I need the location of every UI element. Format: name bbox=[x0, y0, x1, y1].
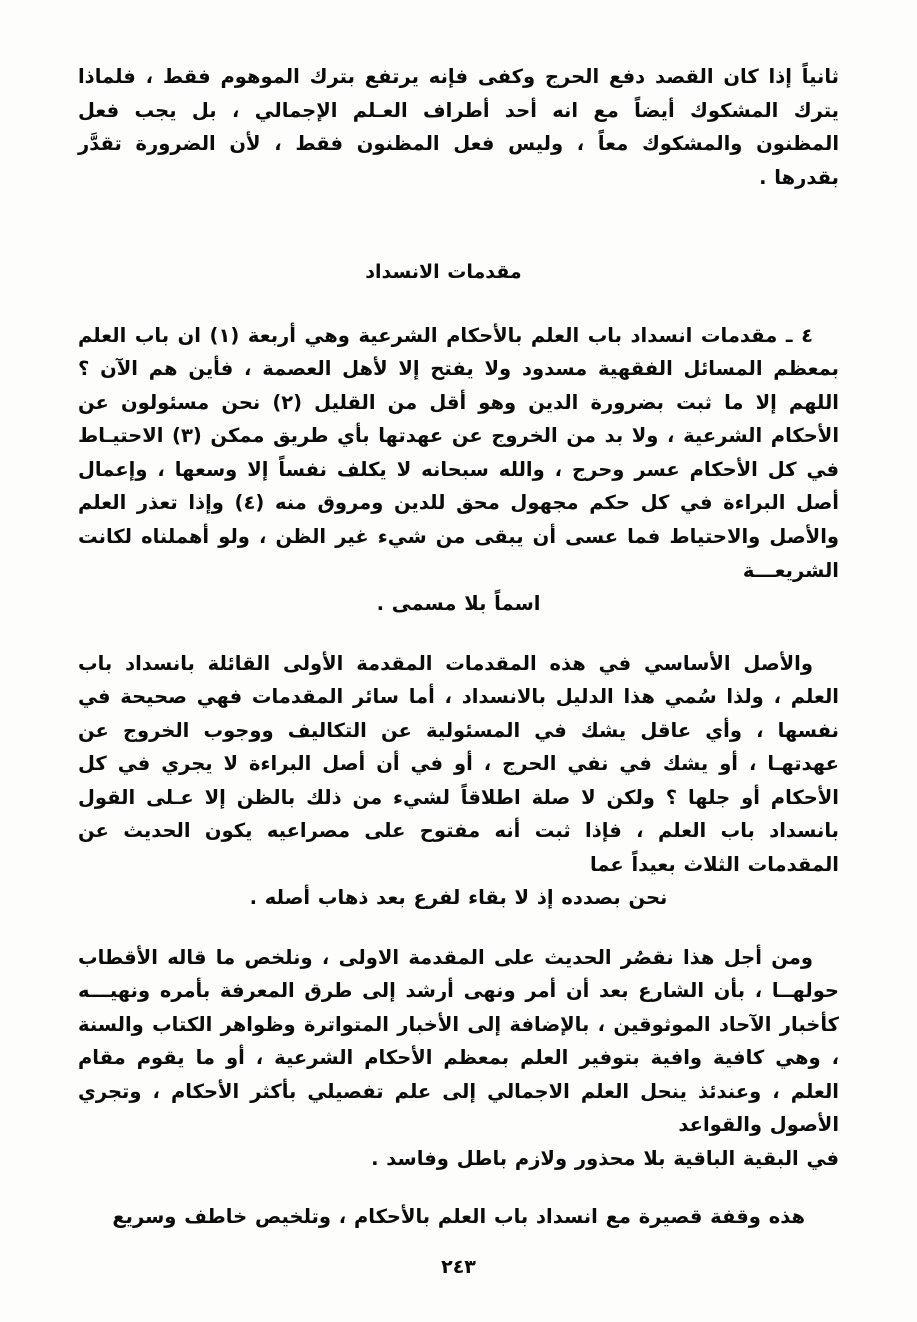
paragraph-principle bbox=[78, 647, 839, 915]
paragraph-summary-tail: في البقية الباقية بلا محذور ولازم باطل وفاسد . bbox=[371, 1147, 839, 1171]
page-content bbox=[78, 60, 839, 1233]
paragraph-numbered-premises-tail: اسماً بلا مسمى . bbox=[376, 592, 541, 616]
page-number: ٢٤٣ bbox=[441, 1256, 476, 1278]
paragraph-principle-tail: نحن بصدده إذ لا بقاء لفرع بعد ذهاب أصله . bbox=[249, 886, 668, 910]
section-heading: مقدمات الانسداد bbox=[365, 261, 522, 284]
paragraph-numbered-premises bbox=[78, 319, 839, 621]
paragraph-principle-text: والأصل الأساسي في هذه المقدمات المقدمة الأولى القائلة بانسداد باب العلم ، ولذا سُمي هذا الدليل بالانسداد ، أما سائر المقدمات فهي صحيحة في نفسها ، وأي عاقل يشك في المسئولية عن التكاليف ووجوب الخروج عن عهدتهـا ، أو يشك في نفي الحرج ، أو في أن أصل البراءة لا يجري في كل الأحكام أو جلها ؟ ولكن لا صلة اطلاقاً لشيء من ذلك بالظن إلا عـلى القول بانسداد باب العلم ، فإذا ثبت أنه مفتوح على مصراعيه يكون الحديث عن المقدمات الثلاث بعيداً عما bbox=[78, 651, 839, 876]
paragraph-numbered-premises-text: ٤ ـ مقدمات انسداد باب العلم بالأحكام الشرعية وهي أربعة (١) ان باب العلم بمعظم المسائل الفقهية مسدود ولا يفتح إلا لأهل العصمة ، فأين هم الآن ؟ اللهم إلا ما ثبت بضرورة الدين وهو أقل من القليل (٢) نحن مسئولون عن الأحكام الشرعية ، ولا بد من الخروج عن عهدتها بأي طريق ممكن (٣) الاحتيـاط في كل الأحكام عسر وحرج ، والله سبحانه لا يكلف نفساً إلا وسعها ، وإعمال أصل البراءة في كل حكم مجهول محق للدين ومروق منه (٤) وإذا تعذر العلم والأصل والاحتياط فما عسى أن يبقى من شيء غير الظن ، ولو أهملناه لكانت الشريعـــة bbox=[78, 323, 839, 582]
paragraph-summary-text: ومن أجل هذا نقصُر الحديث على المقدمة الاولى ، ونلخص ما قاله الأقطاب حولهــا ، بأن الشارع بعد أن أمر ونهى أرشد إلى طرق المعرفة بأمره ونهيـــه كأخبار الآحاد الموثوقين ، بالإضافة إلى الأخبار المتواترة وظواهر الكتاب والسنة ، وهي كافية وافية بتوفير العلم بمعظم الأحكام الشرعية ، أو ما يقوم مقام العلم ، وعندئذ ينحل العلم الاجمالي إلى علم تفصيلي بأكثر الأحكام ، وتجري الأصول والقواعد bbox=[78, 945, 839, 1137]
paragraph-closing: هذه وقفة قصيرة مع انسداد باب العلم بالأحكام ، وتلخيص خاطف وسريع bbox=[112, 1204, 805, 1228]
paragraph-opening: ثانياً إذا كان القصد دفع الحرج وكفى فإنه يرتفع بترك الموهوم فقط ، فلماذا يترك المشكوك أيضاً مع انه أحد أطراف العـلم الإجمالي ، بل يجب فعل المظنون والمشكوك معاً ، وليس فعل المظنون فقط ، لأن الضرورة تقدَّر بقدرها . bbox=[78, 65, 839, 189]
paragraph-summary bbox=[78, 941, 839, 1176]
